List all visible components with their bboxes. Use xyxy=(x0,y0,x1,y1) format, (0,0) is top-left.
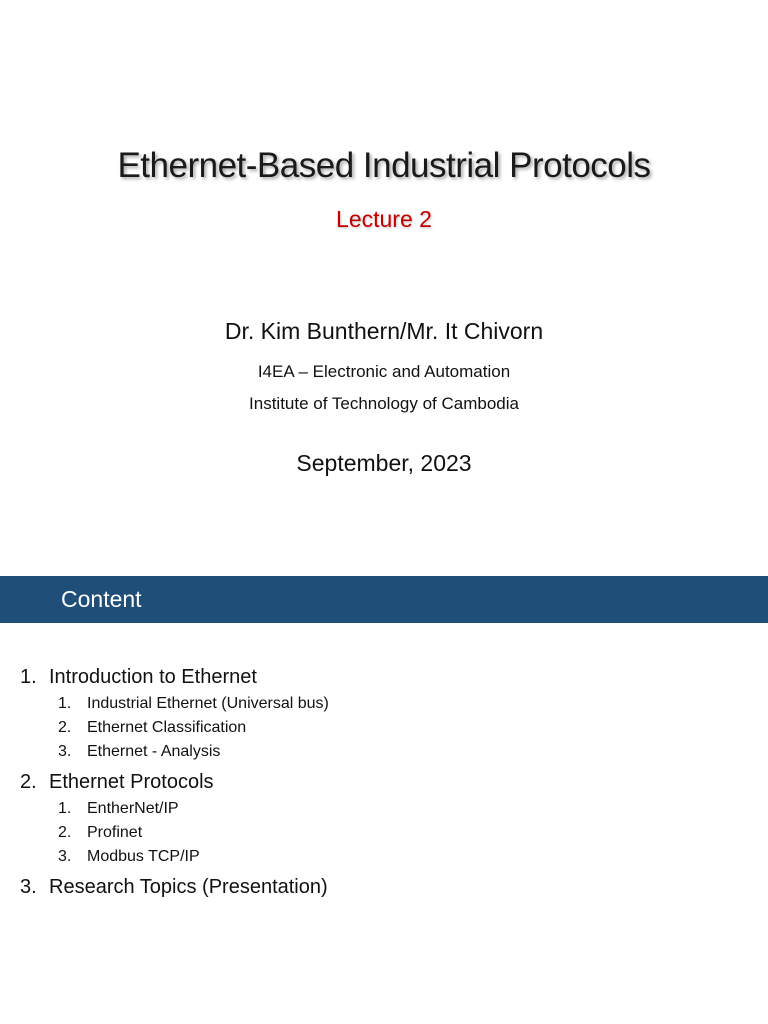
toc-item-number: 2. xyxy=(20,771,37,793)
toc-item-number: 3. xyxy=(20,876,37,898)
toc-subitem-label: Industrial Ethernet (Universal bus) xyxy=(87,695,329,712)
lecture-subtitle: Lecture 2 xyxy=(336,206,432,232)
toc-item-label: Introduction to Ethernet xyxy=(49,666,257,688)
toc-subitem xyxy=(58,743,220,761)
toc-item xyxy=(20,771,214,794)
table-of-contents xyxy=(0,623,768,1024)
toc-subitem-number: 2. xyxy=(58,824,72,841)
date: September, 2023 xyxy=(296,450,472,476)
toc-subitem xyxy=(58,719,246,737)
institute: Institute of Technology of Cambodia xyxy=(249,394,519,413)
toc-subitem xyxy=(58,800,179,818)
content-header-title: Content xyxy=(61,586,142,612)
toc-subitem-label: Modbus TCP/IP xyxy=(87,848,200,865)
toc-subitem-number: 2. xyxy=(58,719,72,736)
slide-title: Ethernet-Based Industrial Protocols xyxy=(117,146,651,185)
content-header-bar xyxy=(0,576,768,623)
toc-subitem-number: 1. xyxy=(58,800,72,817)
toc-subitem-label: Profinet xyxy=(87,824,143,841)
toc-subitem xyxy=(58,695,329,713)
toc-subitem-label: Ethernet Classification xyxy=(87,719,247,736)
toc-subitem-label: EntherNet/IP xyxy=(87,800,179,817)
authors: Dr. Kim Bunthern/Mr. It Chivorn xyxy=(224,318,544,344)
toc-item xyxy=(20,876,328,899)
department: I4EA – Electronic and Automation xyxy=(257,362,511,381)
toc-item-number: 1. xyxy=(20,666,37,688)
toc-subitem-number: 3. xyxy=(58,743,72,760)
toc-item-label: Research Topics (Presentation) xyxy=(49,876,328,898)
toc-subitem-label: Ethernet - Analysis xyxy=(87,743,221,760)
toc-subitem-number: 1. xyxy=(58,695,72,712)
toc-item xyxy=(20,666,257,689)
toc-item-label: Ethernet Protocols xyxy=(49,771,214,793)
toc-subitem xyxy=(58,848,200,866)
toc-subitem xyxy=(58,824,142,842)
toc-subitem-number: 3. xyxy=(58,848,72,865)
